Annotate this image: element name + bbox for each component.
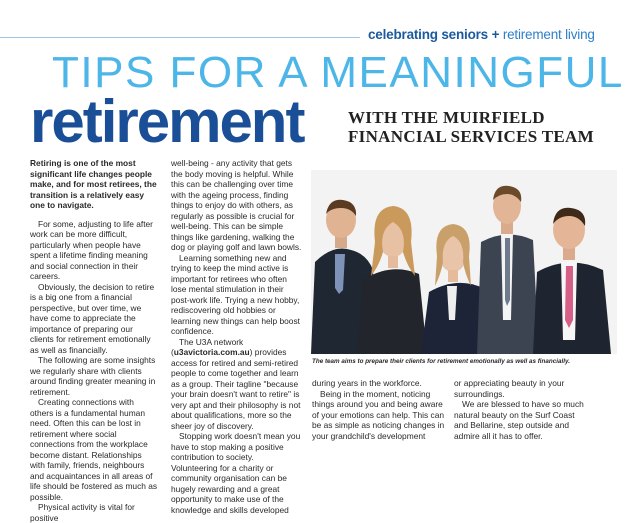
photo-caption: The team aims to prepare their clients for retirement emotionally as well as financially. bbox=[312, 358, 571, 365]
section-header-plus: + bbox=[491, 27, 500, 42]
header-rule bbox=[0, 37, 360, 38]
team-photo-image bbox=[311, 170, 617, 354]
team-photo bbox=[311, 170, 617, 354]
article-paragraph: Being in the moment, noticing things around you and being aware of your emotions can help. This can be as simple as noticing changes in your grandchild's development bbox=[312, 388, 445, 441]
article-paragraph: during years in the workforce. bbox=[312, 378, 422, 388]
subheading bbox=[348, 108, 618, 146]
article-paragraph: or appreciating beauty in your surroundings. bbox=[454, 378, 565, 399]
article-paragraph: Creating connections with others is a fundamental human need. Often this can be lost in retirement where social connections from the workplace become distant. Relationships with family, friends, neighbours and acquaintances in all areas of life should be fostered as much as possible. bbox=[30, 397, 158, 502]
article-column-2 bbox=[171, 158, 302, 515]
headline-light: TIPS FOR A MEANINGFUL bbox=[52, 48, 624, 97]
section-header-part1: celebrating seniors bbox=[368, 27, 488, 42]
subheading-line1: WITH THE MUIRFIELD bbox=[348, 108, 545, 127]
article-paragraph: The U3A network (u3avictoria.com.au) provides access for retired and semi-retired people to come together and learn as a group. Their tagline "because your brain doesn't want to retire" is very apt and their philosophy is not about qualifications, more so the sheer joy of discovery. bbox=[171, 336, 301, 431]
u3a-link[interactable]: u3avictoria.com.au bbox=[173, 347, 250, 357]
article-lead: Retiring is one of the most significant life changes people make, and for most retirees, the transition is a relatively easy one to navigate. bbox=[30, 158, 157, 210]
article-paragraph: well-being - any activity that gets the body moving is helpful. While this can be challenging over time with the ageing process, finding things to enjoy do with others, as regularly as possible is crucial for well-being. This can be simple things like gardening, walking the dog or playing golf and lawn bowls. bbox=[171, 158, 302, 252]
article-column-1 bbox=[30, 158, 158, 523]
subheading-line2: FINANCIAL SERVICES TEAM bbox=[348, 127, 594, 146]
article-paragraph: Physical activity is vital for positive bbox=[30, 502, 135, 523]
section-header bbox=[368, 27, 624, 42]
article-paragraph: Obviously, the decision to retire is a big one from a financial perspective, but over time, we have come to appreciate the importance of preparing our clients for retirement emotionally as well as financially. bbox=[30, 281, 155, 355]
article-column-4 bbox=[454, 378, 589, 441]
section-header-part2: retirement living bbox=[502, 27, 595, 42]
article-paragraph: Stopping work doesn't mean you have to stop making a positive contribution to society. Volunteering for a charity or community organisation can be hugely rewarding and a great opportunity to make use of the knowledge and skills developed bbox=[171, 431, 301, 515]
article-paragraph: Learning something new and trying to keep the mind active is important for retirees who often lose mental stimulation in their post-work life. Trying a new hobby, rediscovering old hobbies or learning new things can help boost confidence. bbox=[171, 252, 300, 336]
article-paragraph: We are blessed to have so much natural beauty on the Surf Coast and Bellarine, step outside and admire all it has to offer. bbox=[454, 399, 584, 441]
article-paragraph: The following are some insights we regularly share with clients around finding greater meaning in retirement. bbox=[30, 355, 156, 397]
article-column-3 bbox=[312, 378, 445, 441]
headline-bold: retirement bbox=[30, 88, 304, 155]
article-paragraph: For some, adjusting to life after work can be more difficult, particularly when people have spent a lifetime finding meaning and social connection in their careers. bbox=[30, 218, 153, 281]
